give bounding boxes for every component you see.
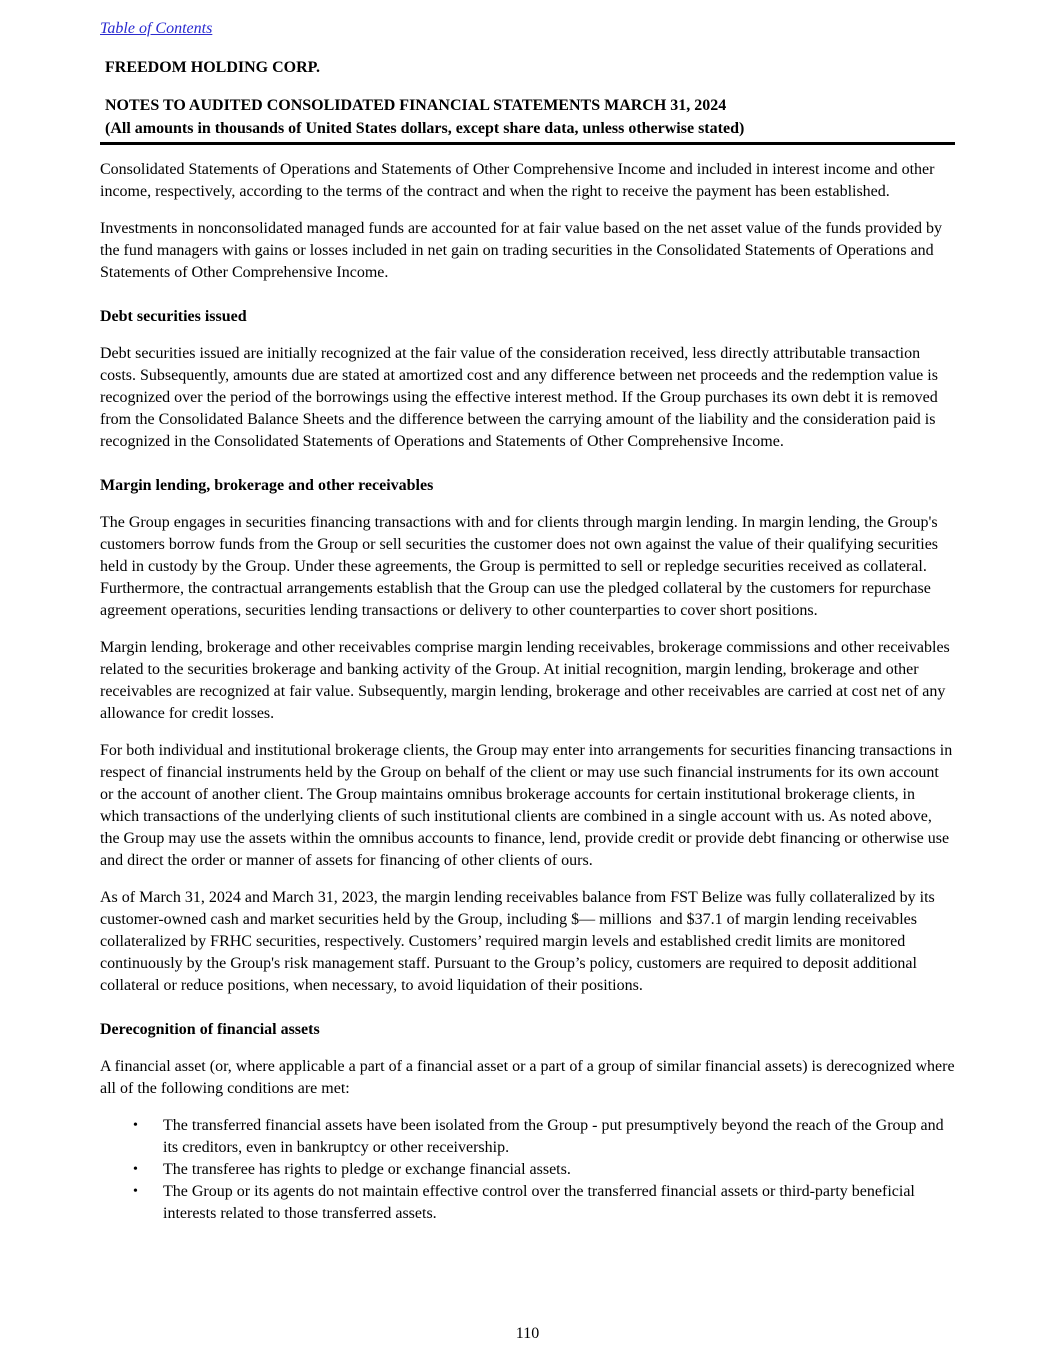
section-heading-debt-securities: Debt securities issued <box>100 308 247 325</box>
list-item: • The transferred financial assets have been isolated from the Group - put presumptively beyond the reach of the Group and its creditors, even in bankruptcy or other receivership. <box>163 1115 955 1159</box>
paragraph-derecognition-intro: A financial asset (or, where applicable a part of a financial asset or a part of a group of similar financial assets) is derecognized where all of the following conditions are met: <box>100 1058 959 1097</box>
table-of-contents-link[interactable]: Table of Contents <box>100 20 213 37</box>
paragraph-margin-lending-3: For both individual and institutional brokerage clients, the Group may enter into arrangements for securities financing transactions in respect of financial instruments held by the Group on behalf of the client or may use such financial instruments for its own account or the account of another client. The Group maintains omnibus brokerage accounts for certain institutional brokerage clients, in which transactions of the underlying clients of such institutional clients are combined in a single account with us. As noted above, the Group may use the assets within the omnibus accounts to finance, lend, provide credit or provide debt financing or otherwise use and direct the order or manner of assets for financing of other clients of ours. <box>100 742 957 869</box>
list-item: • The transferee has rights to pledge or exchange financial assets. <box>163 1159 955 1181</box>
page-number: 110 <box>515 1325 540 1342</box>
derecognition-conditions-list <box>100 1115 955 1225</box>
paragraph-margin-lending-4: As of March 31, 2024 and March 31, 2023, the margin lending receivables balance from FST Belize was fully collateralized by its customer-owned cash and market securities held by the Group, including $— millions and $37.1 of margin lending receivables collateralized by FRHC securities, respectively. Customers’ required margin levels and established credit limits are monitored continuously by the Group's risk management staff. Pursuant to the Group’s policy, customers are required to deposit additional collateral or reduce positions, when necessary, to avoid liquidation of their positions. <box>100 889 939 994</box>
paragraph-revenue-recognition: Consolidated Statements of Operations and Statements of Other Comprehensive Income and included in interest income and other income, respectively, according to the terms of the contract and when the right to receive the payment has been established. <box>100 161 939 200</box>
header-rule <box>100 142 955 145</box>
section-heading-derecognition: Derecognition of financial assets <box>100 1021 320 1038</box>
document-title <box>105 94 955 140</box>
paragraph-margin-lending-1: The Group engages in securities financing transactions with and for clients through margin lending. In margin lending, the Group's customers borrow funds from the Group or sell securities the customer does not own against the value of their qualifying securities held in custody by the Group. Under these agreements, the Group is permitted to sell or repledge securities received as collateral. Furthermore, the contractual arrangements establish that the Group can use the pledged collateral by the customers for repurchase agreement operations, securities lending transactions or delivery to other counterparties to cover short positions. <box>100 514 943 619</box>
paragraph-nonconsolidated-funds: Investments in nonconsolidated managed funds are accounted for at fair value based on the net asset value of the funds provided by the fund managers with gains or losses included in net gain on trading securities in the Consolidated Statements of Operations and Statements of Other Comprehensive Income. <box>100 220 946 281</box>
title-line-1: NOTES TO AUDITED CONSOLIDATED FINANCIAL STATEMENTS MARCH 31, 2024 <box>105 97 727 114</box>
company-name: FREEDOM HOLDING CORP. <box>105 59 320 76</box>
paragraph-margin-lending-2: Margin lending, brokerage and other receivables comprise margin lending receivables, brokerage commissions and other receivables related to the securities brokerage and banking activity of the Group. At initial recognition, margin lending, brokerage and other receivables are recognized at fair value. Subsequently, margin lending, brokerage and other receivables are carried at cost net of any allowance for credit losses. <box>100 639 954 722</box>
title-line-2: (All amounts in thousands of United States dollars, except share data, unless otherwise stated) <box>105 120 745 137</box>
list-item: • The Group or its agents do not maintain effective control over the transferred financial assets or third-party beneficial interests related to those transferred assets. <box>163 1181 955 1225</box>
document-body <box>100 159 959 1225</box>
paragraph-debt-securities: Debt securities issued are initially recognized at the fair value of the consideration received, less directly attributable transaction costs. Subsequently, amounts due are stated at amortized cost and any difference between net proceeds and the redemption value is recognized over the period of the borrowings using the effective interest method. If the Group purchases its own debt it is removed from the Consolidated Balance Sheets and the difference between the carrying amount of the liability and the consideration paid is recognized in the Consolidated Statements of Operations and Statements of Other Comprehensive Income. <box>100 345 942 450</box>
section-heading-margin-lending: Margin lending, brokerage and other receivables <box>100 477 434 494</box>
